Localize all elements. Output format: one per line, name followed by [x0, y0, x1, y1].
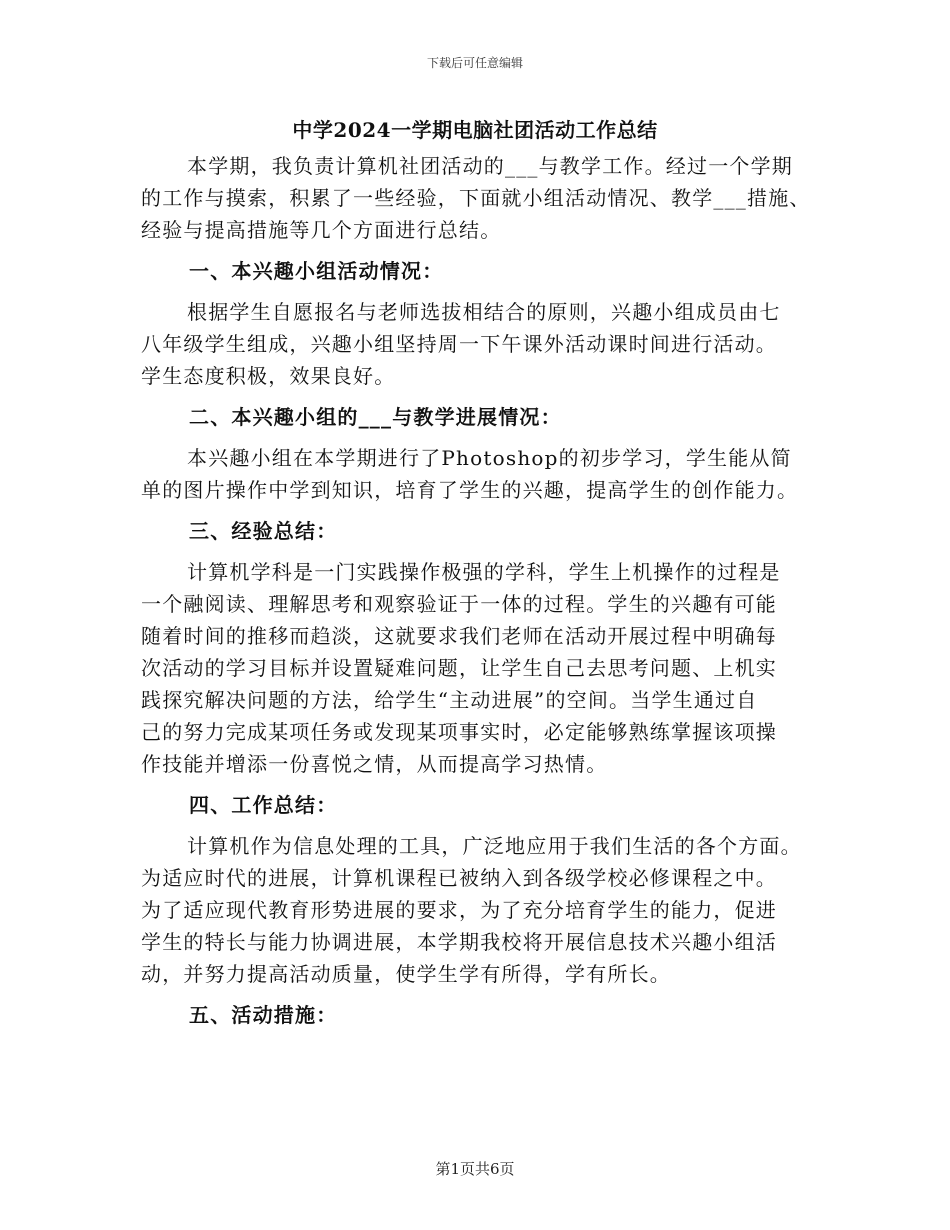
paragraph-line: 的工作与摸索，积累了一些经验，下面就小组活动情况、教学___措施、: [141, 186, 811, 210]
paragraph-line: 次活动的学习目标并设置疑难问题，让学生自己去思考问题、上机实: [141, 656, 777, 680]
paragraph-line: 计算机作为信息处理的工具，广泛地应用于我们生活的各个方面。: [187, 834, 802, 858]
paragraph-line: 单的图片操作中学到知识，培育了学生的兴趣，提高学生的创作能力。: [141, 478, 799, 502]
paragraph-line: 动，并努力提高活动质量，使学生学有所得，学有所长。: [141, 962, 671, 986]
section-heading: 二、本兴趣小组的___与教学进展情况：: [189, 405, 562, 429]
document-title: 中学2024一学期电脑社团活动工作总结: [292, 118, 658, 142]
paragraph-line: 学生态度积极，效果良好。: [141, 364, 396, 388]
paragraph-line: 为适应时代的进展，计算机课程已被纳入到各级学校必修课程之中。: [141, 866, 777, 890]
paragraph-line: 随着时间的推移而趋淡，这就要求我们老师在活动开展过程中明确每: [141, 624, 777, 648]
document-body: [141, 150, 813, 1040]
paragraph-line: 作技能并增添一份喜悦之情，从而提高学习热情。: [141, 752, 608, 776]
paragraph-line: 八年级学生组成，兴趣小组坚持周一下午课外活动课时间进行活动。: [141, 332, 777, 356]
paragraph-line: 经验与提高措施等几个方面进行总结。: [141, 218, 502, 242]
paragraph-line: 本学期，我负责计算机社团活动的___与教学工作。经过一个学期: [187, 154, 793, 178]
section-heading: 一、本兴趣小组活动情况：: [189, 259, 444, 283]
paragraph-line: 本兴趣小组在本学期进行了Photoshop的初步学习，学生能从简: [187, 446, 792, 470]
paragraph-line: 一个融阅读、理解思考和观察验证于一体的过程。学生的兴趣有可能: [141, 592, 777, 616]
paragraph-line: 学生的特长与能力协调进展，本学期我校将开展信息技术兴趣小组活: [141, 930, 777, 954]
paragraph-line: 计算机学科是一门实践操作极强的学科，学生上机操作的过程是: [187, 560, 781, 584]
paragraph-line: 为了适应现代教育形势进展的要求，为了充分培育学生的能力，促进: [141, 898, 777, 922]
section-heading: 四、工作总结：: [189, 793, 338, 817]
section-heading: 三、经验总结：: [189, 519, 338, 543]
paragraph-line: 己的努力完成某项任务或发现某项事实时，必定能够熟练掌握该项操: [141, 720, 777, 744]
paragraph-line: 根据学生自愿报名与老师选拔相结合的原则，兴趣小组成员由七: [187, 300, 781, 324]
page-header: 下载后可任意编辑: [426, 56, 523, 70]
page-footer: 第1页共6页: [435, 1160, 515, 1178]
paragraph-line: 践探究解决问题的方法，给学生“主动进展”的空间。当学生通过自: [141, 688, 758, 712]
section-heading: 五、活动措施：: [189, 1003, 338, 1027]
